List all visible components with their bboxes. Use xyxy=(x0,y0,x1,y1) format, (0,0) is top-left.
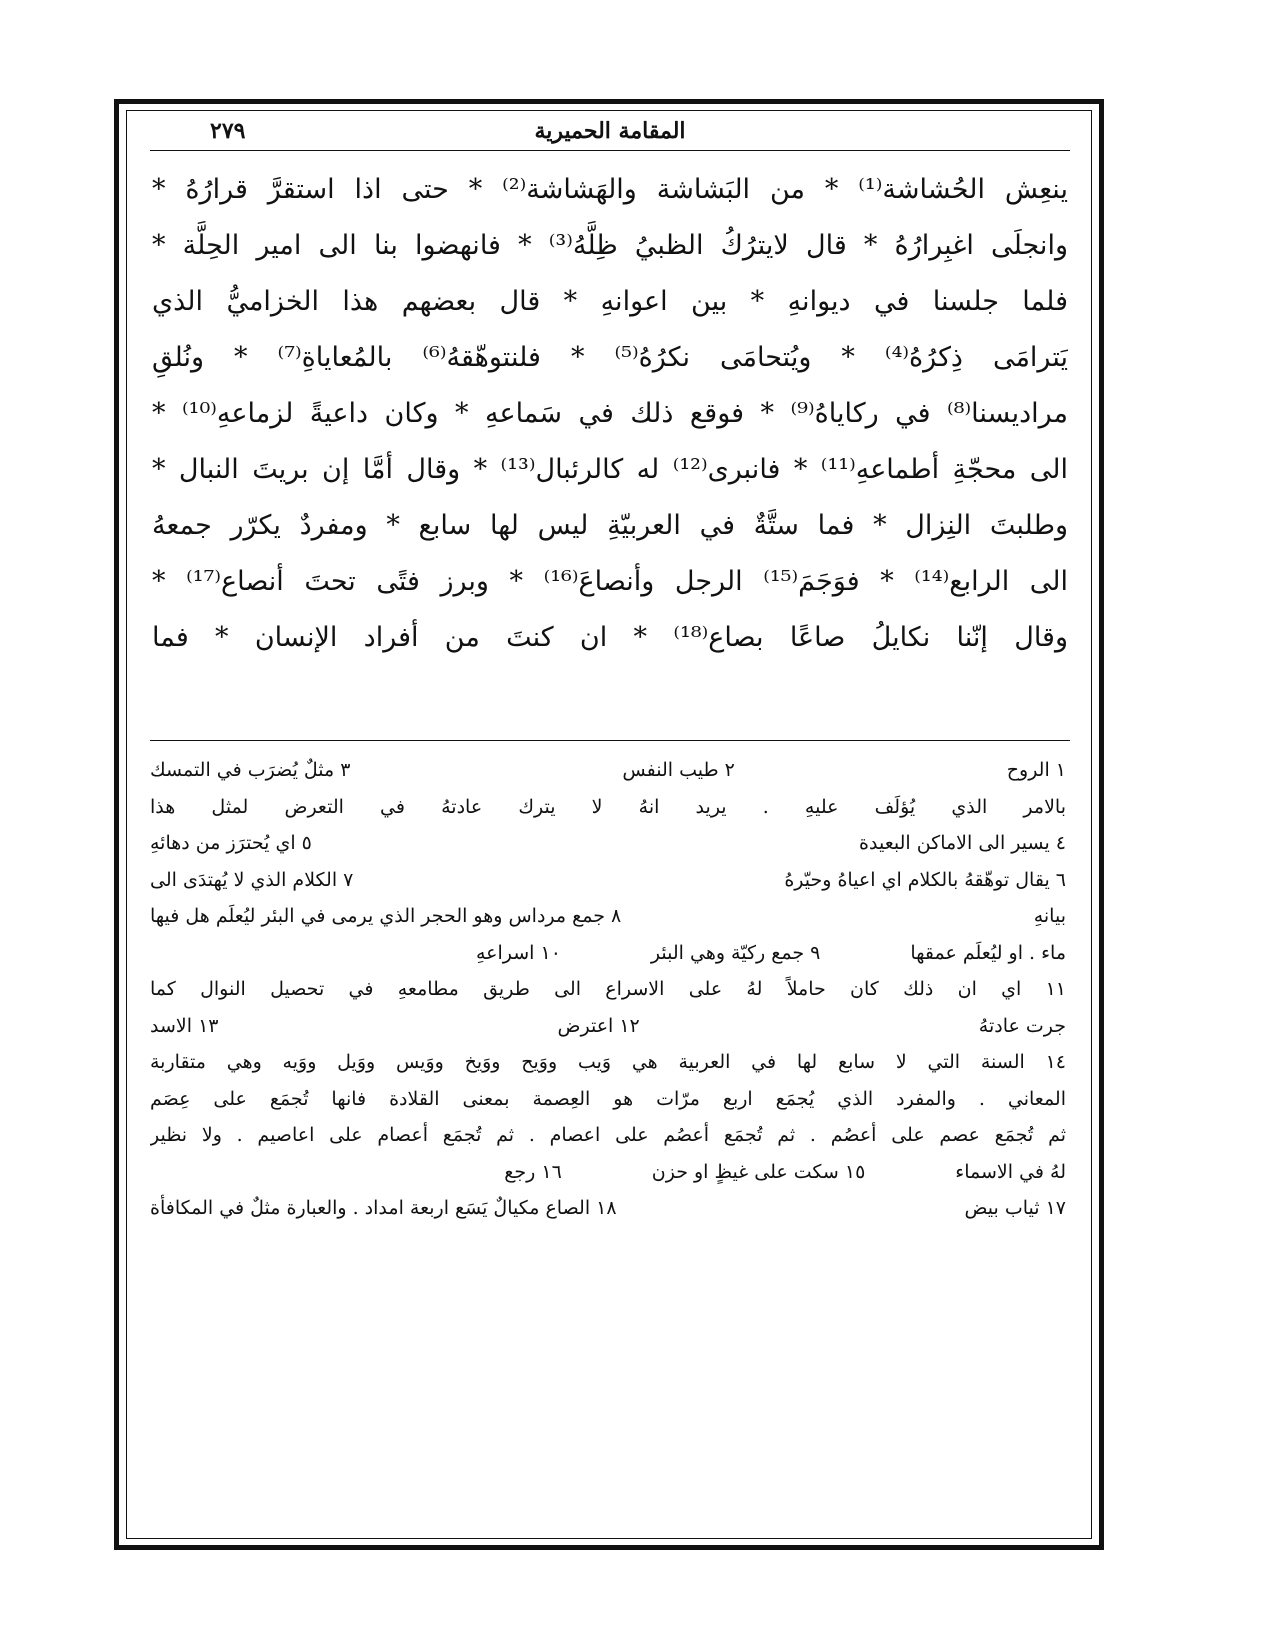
text-line: وقال إنّنا نكايلُ صاعًا بصاع⁽¹⁸⁾ * ان كنتَ من أفراد الإنسان * فما xyxy=(152,622,1068,653)
footnotes-block xyxy=(150,752,1066,1227)
footnote-row: المعاني . والمفرد الذي يُجمَع اربع مرّات هو العِصمة بمعنى القلادة فانها تُجمَع على عِصَم xyxy=(150,1087,1066,1110)
footnote-row xyxy=(150,1190,1066,1227)
footnote-row xyxy=(150,935,1066,972)
footnote-5: ٥ اي يُحترَز من دهائهِ xyxy=(150,832,312,854)
footnote-12: ١٢ اعترض xyxy=(557,1014,640,1037)
footnote-9: ٩ جمع ركيّة وهي البئر xyxy=(650,941,821,964)
footnote-7: ٧ الكلام الذي لا يُهتدَى الى xyxy=(150,868,354,891)
text-line: وطلبتَ النِزال * فما ستَّةٌ في العربيّةِ ليس لها سابع * ومفردٌ يكرّر جمعهُ xyxy=(152,510,1068,541)
footnote-17: ١٧ ثياب بيض xyxy=(964,1197,1066,1219)
text-line: فلما جلسنا في ديوانهِ * بين اعوانهِ * قال بعضهم هذا الخزاميُّ الذي xyxy=(152,286,1068,317)
running-header xyxy=(150,114,1070,148)
footnote-15: ١٥ سكت على غيظٍ او حزن xyxy=(651,1160,866,1183)
footnote-row: ١١ اي ان ذلك كان حاملاً لهُ على الاسراع الى طريق مطامعهِ في تحصيل النوال كما xyxy=(150,978,1066,1000)
footnote-2: ٢ طيب النفس xyxy=(622,759,735,781)
footnote-1: ١ الروح xyxy=(1006,759,1066,781)
running-title: المقامة الحميرية xyxy=(534,118,686,144)
text-line: الى الرابع⁽¹⁴⁾ * فوَجَمَ⁽¹⁵⁾ الرجل وأنصاعَ⁽¹⁶⁾ * وبرز فتًى تحتَ أنصاع⁽¹⁷⁾ * xyxy=(152,566,1068,597)
footnote-row xyxy=(150,752,1066,789)
footnote-14-continued: لهُ في الاسماء xyxy=(955,1160,1066,1183)
footnote-13: ١٣ الاسد xyxy=(150,1014,219,1037)
footnote-row xyxy=(150,1008,1066,1045)
footnote-16: ١٦ رجع xyxy=(504,1160,562,1183)
text-line: يَترامَى ذِكرُهُ⁽⁴⁾ * ويُتحامَى نكرُهُ⁽⁵⁾ * فلنتوهّقهُ⁽⁶⁾ بالمُعاياةِ⁽⁷⁾ * ونُلقِ xyxy=(152,342,1068,373)
text-line: الى محجّةِ أطماعهِ⁽¹¹⁾ * فانبرى⁽¹²⁾ له كالرئبال⁽¹³⁾ * وقال أمَّا إن بريتَ النبال * xyxy=(152,454,1068,485)
footnote-11-continued: جرت عادتهُ xyxy=(978,1014,1066,1037)
footnote-8-continued: ماء . او ليُعلَم عمقها xyxy=(910,941,1066,964)
footnote-7-continued: بيانهِ xyxy=(1033,905,1066,927)
footnote-6: ٦ يقال توهّقهُ بالكلام اي اعياهُ وحيّرهُ xyxy=(784,868,1066,891)
text-line: ينعِش الحُشاشة⁽¹⁾ * من البَشاشة والهَشاشة⁽²⁾ * حتى اذا استقرَّ قرارُهُ * xyxy=(152,174,1068,205)
footnote-row xyxy=(150,825,1066,862)
footnote-3: ٣ مثلٌ يُضرَب في التمسك xyxy=(150,759,351,781)
footnotes-rule xyxy=(150,740,1070,741)
footnote-10: ١٠ اسراعهِ xyxy=(475,941,561,964)
main-text-block xyxy=(152,162,1068,666)
page-number: ٢٧٩ xyxy=(210,118,246,144)
footnote-row: بالامر الذي يُؤلَف عليهِ . يريد انهُ لا يترك عادتهُ في التعرض لمثل هذا xyxy=(150,795,1066,818)
footnote-row xyxy=(150,898,1066,935)
footnote-row xyxy=(150,1154,1066,1191)
footnote-row: ثم تُجمَع عصم على أعصُم . ثم تُجمَع أعصُم على اعصام . ثم تُجمَع أعصام على اعاصيم . ولا نظير xyxy=(150,1124,1066,1146)
header-rule xyxy=(150,150,1070,151)
text-line: وانجلَى اغبِرارُهُ * قال لايترُكُ الظبيُ ظِلَّهُ⁽³⁾ * فانهضوا بنا الى امير الحِلَّة * xyxy=(152,230,1068,261)
footnote-row: ١٤ السنة التي لا سابع لها في العربية هي وَيب ووَيح ووَيخ ووَيس ووَيل ووَيه وهي متقاربة xyxy=(150,1051,1066,1073)
footnote-8: ٨ جمع مرداس وهو الحجر الذي يرمى في البئر ليُعلَم هل فيها xyxy=(150,905,622,927)
footnote-row xyxy=(150,862,1066,899)
footnote-18: ١٨ الصاع مكيالٌ يَسَع اربعة امداد . والعبارة مثلٌ في المكافأة xyxy=(150,1197,617,1219)
text-line: مراديسنا⁽⁸⁾ في ركاياهُ⁽⁹⁾ * فوقع ذلك في سَماعهِ * وكان داعيةً لزماعهِ⁽¹⁰⁾ * xyxy=(152,398,1068,429)
footnote-4: ٤ يسير الى الاماكن البعيدة xyxy=(859,832,1066,854)
